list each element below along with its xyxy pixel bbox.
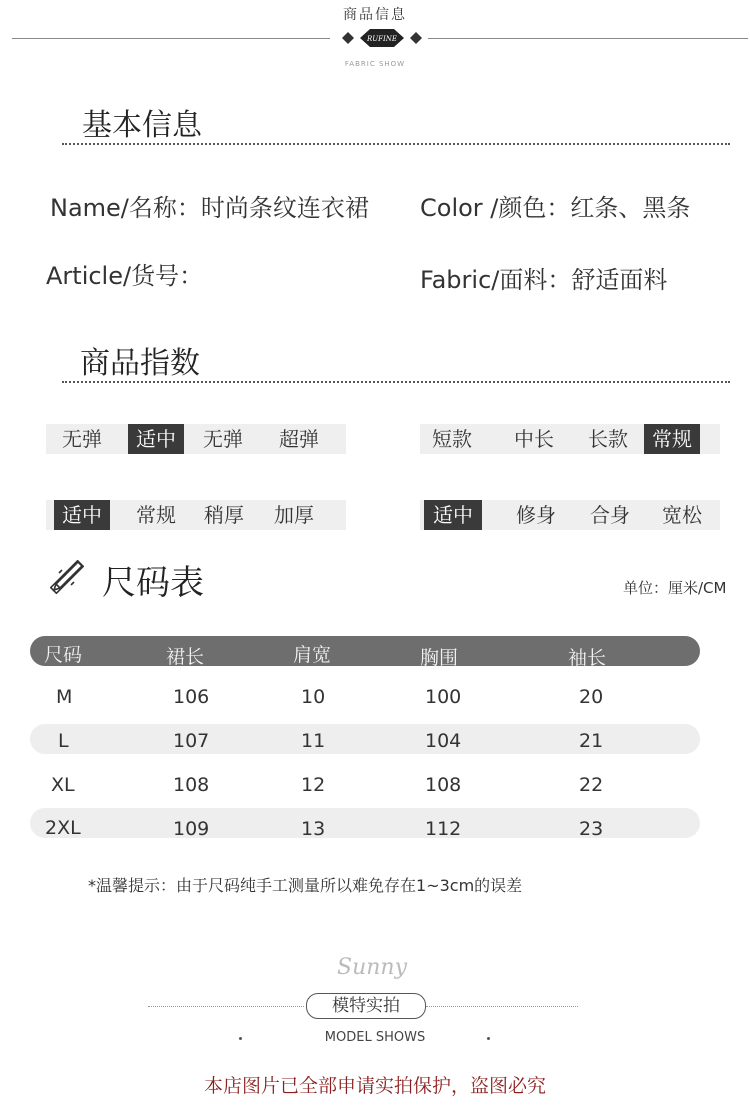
table-cell: 10 bbox=[301, 686, 326, 708]
table-cell: 21 bbox=[579, 730, 604, 752]
table-cell: 107 bbox=[173, 730, 210, 752]
index-option-selected: 适中 bbox=[54, 500, 110, 530]
size-table-header-cell: 袖长 bbox=[568, 647, 607, 669]
index-option: 中长 bbox=[514, 427, 554, 451]
index-option: 修身 bbox=[516, 503, 556, 527]
model-subtitle: MODEL SHOWS bbox=[324, 1030, 426, 1045]
product-fabric: Fabric/面料：舒适面料 bbox=[420, 266, 668, 294]
product-name: Name/名称：时尚条纹连衣裙 bbox=[50, 194, 369, 222]
index-option: 常规 bbox=[136, 503, 176, 527]
index-option-selected: 适中 bbox=[128, 424, 184, 454]
brand-badge-icon bbox=[340, 27, 424, 49]
table-cell: 13 bbox=[301, 818, 326, 840]
size-chart-title: 尺码表 bbox=[102, 563, 204, 603]
table-cell: 106 bbox=[173, 686, 210, 708]
product-color: Color /颜色：红条、黑条 bbox=[420, 194, 691, 222]
index-bar-fit bbox=[420, 500, 720, 530]
model-title-pill: 模特实拍 bbox=[306, 993, 426, 1019]
index-option: 长款 bbox=[588, 427, 628, 451]
index-option-selected: 常规 bbox=[644, 424, 700, 454]
size-note: *温馨提示：由于尺码纯手工测量所以难免存在1~3cm的误差 bbox=[88, 876, 523, 895]
table-cell: 112 bbox=[425, 818, 462, 840]
size-table-header-cell: 胸围 bbox=[420, 647, 459, 669]
sunny-script-logo: Sunny bbox=[337, 955, 408, 980]
header-line-left bbox=[12, 38, 330, 39]
product-index-title: 商品指数 bbox=[80, 346, 200, 381]
brand-badge-text: RUFINE bbox=[366, 35, 398, 43]
model-dot-right bbox=[487, 1037, 490, 1040]
header-line-right bbox=[428, 38, 748, 39]
model-line-left bbox=[148, 1006, 304, 1007]
index-option: 加厚 bbox=[274, 503, 314, 527]
table-cell: 108 bbox=[173, 774, 210, 796]
table-cell: 2XL bbox=[45, 817, 81, 839]
index-option: 宽松 bbox=[662, 503, 702, 527]
table-cell: 12 bbox=[301, 774, 326, 796]
table-cell: 20 bbox=[579, 686, 604, 708]
model-line-right bbox=[426, 1006, 578, 1007]
table-cell: 11 bbox=[301, 730, 326, 752]
index-option: 合身 bbox=[590, 503, 630, 527]
header-subtitle: FABRIC SHOW bbox=[344, 60, 406, 68]
index-bar-thickness bbox=[46, 500, 346, 530]
index-bar-length bbox=[420, 424, 720, 454]
header-title: 商品信息 bbox=[343, 7, 407, 23]
table-cell: 109 bbox=[173, 818, 210, 840]
index-option: 无弹 bbox=[62, 427, 102, 451]
table-cell: 104 bbox=[425, 730, 462, 752]
product-index-divider bbox=[62, 381, 730, 383]
table-cell: L bbox=[58, 730, 69, 752]
copyright-warning: 本店图片已全部申请实拍保护，盗图必究 bbox=[203, 1075, 546, 1097]
basic-info-divider bbox=[62, 143, 730, 145]
table-cell: 22 bbox=[579, 774, 604, 796]
index-option-selected: 适中 bbox=[424, 500, 482, 530]
basic-info-title: 基本信息 bbox=[82, 108, 202, 143]
index-option: 短款 bbox=[432, 427, 472, 451]
size-table-header-cell: 肩宽 bbox=[293, 644, 332, 666]
size-table-header-cell: 尺码 bbox=[44, 644, 83, 666]
index-option: 无弹 bbox=[203, 427, 243, 451]
ruler-pencil-icon bbox=[50, 560, 84, 594]
product-article: Article/货号： bbox=[46, 262, 204, 290]
table-cell: 100 bbox=[425, 686, 462, 708]
size-table-header-cell: 裙长 bbox=[166, 646, 205, 668]
index-bar-elasticity bbox=[46, 424, 346, 454]
table-cell: M bbox=[56, 686, 73, 708]
table-cell: 108 bbox=[425, 774, 462, 796]
size-chart-unit: 单位：厘米/CM bbox=[623, 579, 727, 597]
table-cell: XL bbox=[51, 774, 75, 796]
table-cell: 23 bbox=[579, 818, 604, 840]
index-option: 超弹 bbox=[279, 427, 319, 451]
index-option: 稍厚 bbox=[204, 503, 244, 527]
